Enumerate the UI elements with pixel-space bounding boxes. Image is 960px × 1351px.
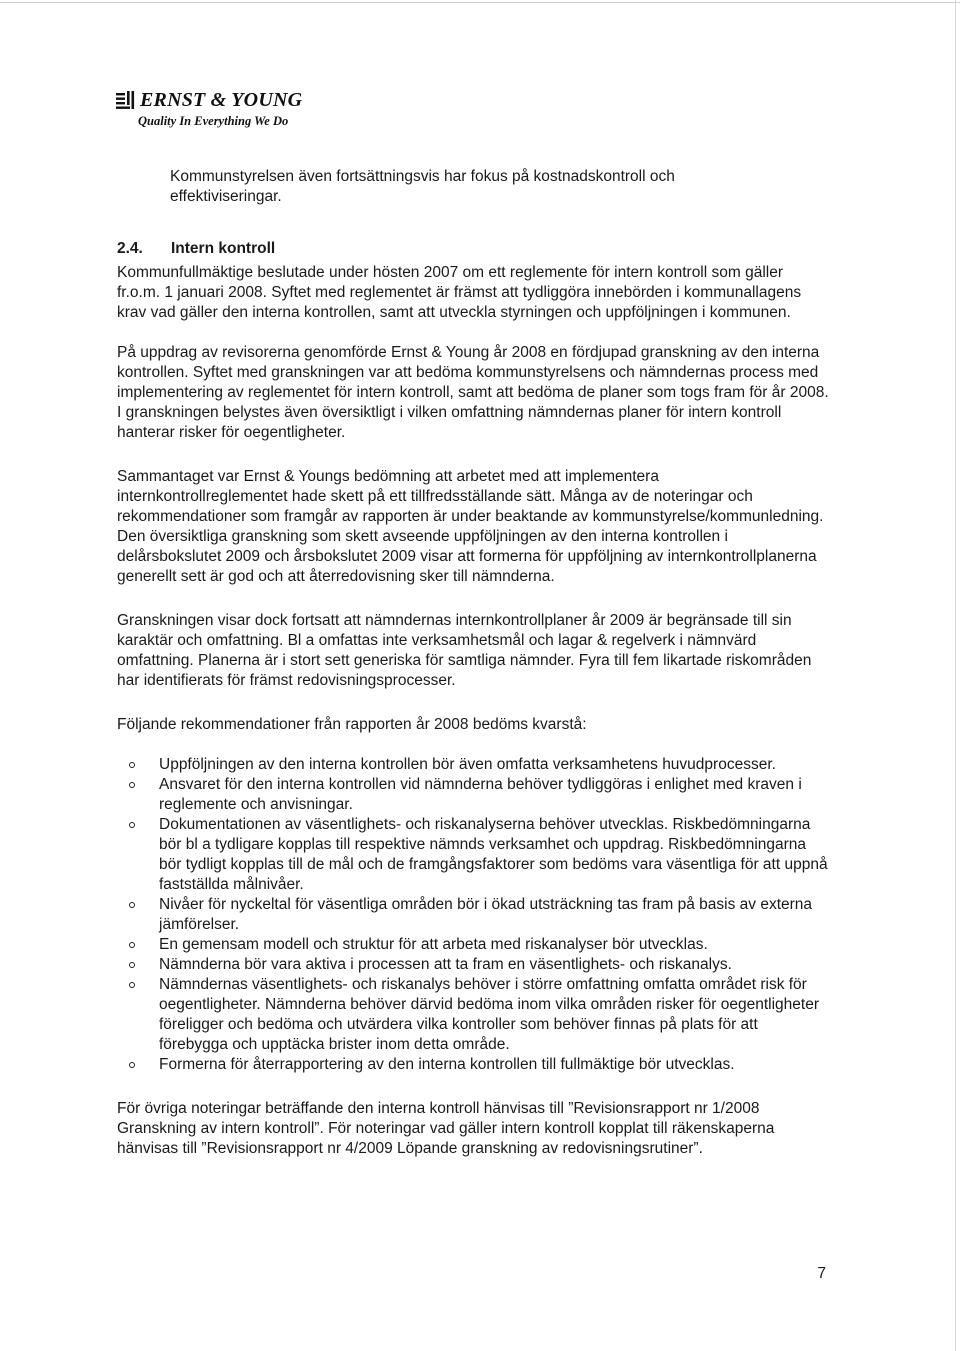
bullet-icon [129, 982, 135, 988]
list-item: Nämnderna bör vara aktiva i processen att ta fram en väsentlighets- och riskanalys. [117, 955, 829, 975]
bullet-icon [129, 762, 135, 768]
bullet-icon [129, 962, 135, 968]
page-number: 7 [817, 1265, 826, 1282]
logo-name: ERNST & YOUNG [140, 88, 303, 111]
paragraph-rekommendationer-intro: Följande rekommendationer från rapporten år 2008 bedöms kvarstå: [117, 716, 587, 733]
bullet-icon [129, 1062, 135, 1068]
section-title: Intern kontroll [171, 240, 276, 257]
paragraph-begransningar: Granskningen visar dock fortsatt att nämndernas internkontrollplaner år 2009 är begränsade till sin karaktär och omfattning. Bl a omfattas inte verksamhetsmål och lagar & regelverk i nämnvärd omfattning. Planerna är i stort sett generiska för samtliga nämnder. Fyra till fem likartade riskområden har identifierats för främst redovisningsprocesser. [117, 612, 812, 689]
list-item: Dokumentationen av väsentlighets- och riskanalyserna behöver utvecklas. Riskbedömningarna bör bl a tydligare kopplas till respektive nämnds verksamhet och uppdrag. Riskbedömningarna bör tydligt kopplas till de mål och de framgångsfaktorer som bedöms vara väsentliga för att uppnå fastställda målnivåer. [117, 815, 829, 895]
list-item: Formerna för återrapportering av den interna kontrollen till fullmäktige bör utvecklas. [117, 1055, 829, 1075]
paragraph-granskning: På uppdrag av revisorerna genomförde Ernst & Young år 2008 en fördjupad granskning av den interna kontrollen. Syftet med granskningen var att bedöma kommunstyrelsens och nämndernas process med implementering av reglementet för intern kontroll, samt att bedöma de planer som togs fram för år 2008. I granskningen belystes även översiktligt i vilken omfattning nämndernas planer för intern kontroll hanterar risker för oegentligheter. [117, 344, 829, 441]
bullet-icon [129, 822, 135, 828]
ernst-young-logo-icon [116, 91, 136, 109]
bullet-icon [129, 942, 135, 948]
bullet-icon [129, 902, 135, 908]
list-item: En gemensam modell och struktur för att arbeta med riskanalyser bör utvecklas. [117, 935, 829, 955]
bullet-icon [129, 782, 135, 788]
section-heading [117, 239, 829, 259]
intro-paragraph: Kommunstyrelsen även fortsättningsvis har fokus på kostnadskontroll och effektiviseringar. [170, 168, 675, 205]
list-item: Nivåer för nyckeltal för väsentliga områden bör i ökad utsträckning tas fram på basis av externa jämförelser. [117, 895, 829, 935]
section-number: 2.4. [117, 240, 143, 257]
paragraph-reglemente: Kommunfullmäktige beslutade under hösten 2007 om ett reglemente för intern kontroll som gäller fr.o.m. 1 januari 2008. Syftet med reglementet är främst att tydliggöra innebörden i kommunallagens krav vad gäller den interna kontrollen, samt att utveckla styrningen och uppföljningen i kommunen. [117, 264, 802, 321]
recommendation-list [117, 755, 829, 1075]
paragraph-bedomning: Sammantaget var Ernst & Youngs bedömning att arbetet med att implementera internkontrollreglementet hade skett på ett tillfredsställande sätt. Många av de noteringar och rekommendationer som framgår av rapporten är under beaktande av kommunstyrelse/kommunledning. Den översiktliga granskning som skett avseende uppföljningen av den interna kontrollen i delårsbokslutet 2009 och årsbokslutet 2009 visar att formerna för uppföljning av internkontrollplanerna generellt sett är god och att återredovisning sker till nämnderna. [117, 468, 824, 585]
list-item: Uppföljningen av den interna kontrollen bör även omfatta verksamhetens huvudprocesser. [117, 755, 829, 775]
list-item: Ansvaret för den interna kontrollen vid nämnderna behöver tydliggöras i enlighet med kraven i reglemente och anvisningar. [117, 775, 829, 815]
list-item: Nämndernas väsentlighets- och riskanalys behöver i större omfattning omfatta området risk för oegentligheter. Nämnderna behöver därvid bedöma inom vilka områden risker för oegentligheter föreligger och bedöma och utvärdera vilka kontroller som behöver finnas på plats för att förebygga och upptäcka brister inom detta område. [117, 975, 829, 1055]
document-body [117, 167, 829, 1159]
paragraph-hanvisningar: För övriga noteringar beträffande den interna kontroll hänvisas till ”Revisionsrapport nr 1/2008 Granskning av intern kontroll”. För noteringar vad gäller intern kontroll kopplat till räkenskaperna hänvisas till ”Revisionsrapport nr 4/2009 Löpande granskning av redovisningsrutiner”. [117, 1100, 775, 1157]
logo-tagline: Quality In Everything We Do [138, 114, 289, 128]
page-top-edge [0, 2, 960, 3]
page-right-edge [955, 0, 956, 1351]
company-logo [116, 88, 302, 129]
